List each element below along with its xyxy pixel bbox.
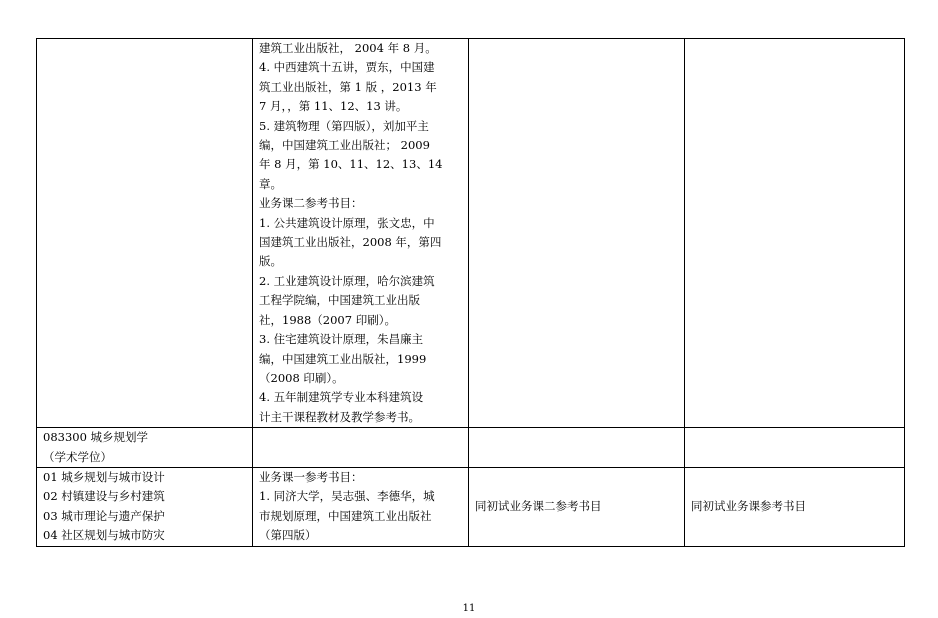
text-line: 2. 工业建筑设计原理，哈尔滨建筑 — [259, 273, 435, 288]
reference-books-cell — [253, 428, 469, 468]
reference-books-cell — [253, 467, 469, 546]
equal-ability-books-text: 同初试业务课参考书目 — [691, 499, 806, 514]
table-row — [37, 428, 905, 468]
retest-books-cell — [469, 428, 685, 468]
text-line: 年 8 月，第 10、11、12、13、14 — [259, 157, 443, 172]
text-line: 章。 — [259, 176, 282, 191]
text-line: 筑工业出版社，第 1 版 ，2013 年 — [259, 79, 437, 94]
retest-books-text: 同初试业务课二参考书目 — [475, 499, 602, 514]
text-line: 3. 住宅建筑设计原理，朱昌廉主 — [259, 332, 424, 347]
text-line: （第四版） — [259, 528, 317, 543]
text-line: 编，中国建筑工业出版社，1999 — [259, 351, 427, 366]
direction-item: 03 城市理论与遗产保护 — [43, 508, 165, 523]
text-line: 版。 — [259, 254, 282, 269]
text-line: 4. 五年制建筑学专业本科建筑设 — [259, 390, 424, 405]
text-line: 业务课二参考书目： — [259, 196, 363, 211]
text-line: 7 月，，第 11、12、13 讲。 — [259, 99, 408, 114]
text-line: 社，1988（2007 印刷）。 — [259, 312, 396, 327]
text-line: 5. 建筑物理（第四版），刘加平主 — [259, 118, 429, 133]
text-line: 1. 公共建筑设计原理，张文忠，中 — [259, 215, 435, 230]
reference-books-cell — [253, 39, 469, 428]
text-line: 市规划原理，中国建筑工业出版社 — [259, 508, 432, 523]
text-line: 工程学院编，中国建筑工业出版 — [259, 293, 420, 308]
retest-books-cell — [469, 467, 685, 546]
program-cell — [37, 39, 253, 428]
equal-ability-books-cell — [685, 428, 905, 468]
table-row — [37, 39, 905, 428]
text-line: 编，中国建筑工业出版社； 2009 — [259, 138, 430, 153]
text-line: 4. 中西建筑十五讲，贾东，中国建 — [259, 60, 435, 75]
direction-item: 01 城乡规划与城市设计 — [43, 469, 165, 484]
direction-item: 04 社区规划与城市防灾 — [43, 528, 165, 543]
equal-ability-books-cell — [685, 39, 905, 428]
text-line: 国建筑工业出版社，2008 年，第四 — [259, 235, 442, 250]
text-line: 业务课一参考书目： — [259, 469, 363, 484]
program-cell — [37, 428, 253, 468]
degree-type: （学术学位） — [43, 449, 112, 464]
page-number: 11 — [462, 603, 476, 614]
direction-item: 02 村镇建设与乡村建筑 — [43, 489, 165, 504]
retest-books-cell — [469, 39, 685, 428]
table-row — [37, 467, 905, 546]
text-line: （2008 印刷）。 — [259, 370, 344, 385]
text-line: 建筑工业出版社， 2004 年 8 月。 — [259, 41, 437, 55]
reference-book-table — [36, 38, 905, 547]
equal-ability-books-cell — [685, 467, 905, 546]
text-line: 计主干课程教材及教学参考书。 — [259, 409, 420, 424]
program-name: 083300 城乡规划学 — [43, 430, 149, 445]
research-directions-cell — [37, 467, 253, 546]
text-line: 1. 同济大学，吴志强、李德华，城 — [259, 489, 435, 504]
